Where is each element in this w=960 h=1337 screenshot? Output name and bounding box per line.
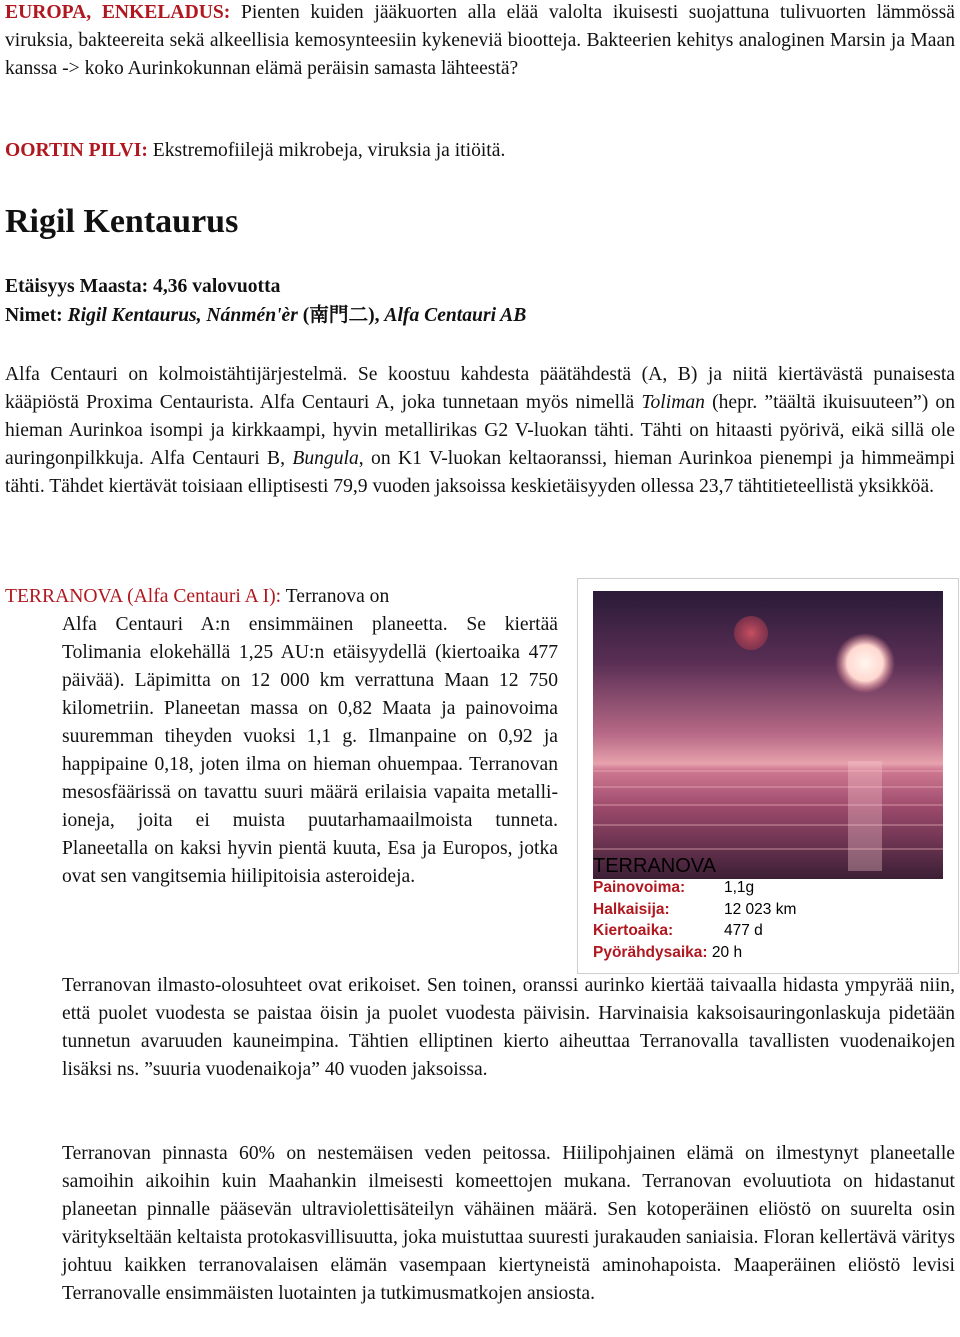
caption-key: Painovoima: [593,879,686,896]
surface-paragraph: Terranovan pinnasta 60% on nestemäisen veden peitossa. Hiilipohjainen elämä on ilmestynyt planeetalle samoihin aikoihin kuin Maahankin ilmeisesti komeettojen mukana. Terranovan evoluutiota on hidastanut planeetan pinnalle pääsevän ultraviolettisäteilyn vähäinen määrä. Sen kotoperäinen eliöstö on suurelta osin väritykseltään keltaista protokasvillisuutta, joka muistuttaa suuresti jurakauden saniaisia. Floran kellertävä väritys johtuu kaikken terranovalaisen elämän vasempaan kiertyneistä aminohapoista. Maaperäinen eliöstö levisi Terranovalle ensimmäisten luotainten ja tutkimusmatkojen ansiosta. [62,1143,955,1304]
distance-value: 4,36 valovuotta [148,276,281,297]
caption-row [593,922,763,940]
terranova-figure [577,578,959,974]
names-line [5,301,526,330]
names-part2: Alfa Centauri AB [384,305,527,326]
terranova-label: TERRANOVA (Alfa Centauri A I): [5,586,282,607]
names-part1: Rigil Kentaurus, Nánmén'èr [62,305,298,326]
caption-key: Pyörähdysaika: [593,944,708,961]
caption-row [593,879,754,897]
names-chinese: 南門二 [309,303,369,326]
caption-key: Kiertoaika: [593,922,674,939]
names-label: Nimet: [5,305,63,326]
caption-value: 12 023 km [724,901,797,918]
caption-row [593,944,742,962]
caption-value: 1,1g [724,879,755,896]
caption-value: 477 d [724,922,763,939]
oortin-text: Ekstremofiilejä mikrobeja, viruksia ja itiöitä. [147,140,506,161]
europa-text: Pienten kuiden jääkuorten alla elää valolta ikuisesti suojattuna tulivuorten lämmössä viruksia, bakteereita sekä alkeellisia kemosynteesiin kykeneviä biootteja. Bakteerien kehitys analoginen Marsin ja Maan kanssa -> koko Aurinkokunnan elämä peräisin samasta lähteestä? [5,2,956,79]
oortin-label: OORTIN PILVI: [5,140,148,161]
page-title: Rigil Kentaurus [5,203,239,240]
alfa-centauri-paragraph [5,361,955,501]
alfa-text-1: Alfa Centauri on kolmoistähtijärjestelmä. Se koostuu kahdesta päätähdestä (A, B) ja niitä kiertävästä punaisesta kääpiöstä Proxima Centaurista. Alfa Centauri A, joka tunnetaan myös nimellä [5,364,955,413]
climate-paragraph: Terranovan ilmasto-olosuhteet ovat erikoiset. Sen toinen, oranssi aurinko kiertää taivaalla hidasta ympyrää niin, että puolet vuodesta se paistaa öisin ja puolet vuodesta päivisin. Harvinaisia kaksoisauringonlaskuja pidetään tunnetun avaruuden kauneimpina. Tähtien elliptinen kierto aiheuttaa Terranovalla tavallisten vuodenaikojen lisäksi ns. ”suuria vuodenaikoja” 40 vuoden jaksoissa. [62,975,955,1080]
terranova-paragraph [5,583,558,891]
europa-label: EUROPA, ENKELADUS: [5,2,231,23]
alfa-bungula: Bungula [292,448,359,469]
alfa-text-2: (hepr. ”täältä ikuisuuteen”) on hieman Aurinkoa isompi ja kirkkaampi, hyvin metallirikas G2 V-luokan tähti. Tähti on hitaasti pyörivä, eikä sillä ole auringonpilkkuja. Alfa Centauri B, [5,392,955,469]
terranova-first: Terranova on [281,586,390,607]
caption-key: Halkaisija: [593,901,670,918]
caption-title: TERRANOVA [593,855,716,877]
alfa-text-3: , on K1 V-luokan keltaoranssi, hieman Aurinkoa pienempi ja himmeämpi tähti. Tähdet kiertävät toisiaan elliptisesti 79,9 vuoden jaksoissa keskietäisyyden ollessa 23,7 tähtitieteellistä yksikköä. [5,448,955,497]
names-paren-open: ( [297,305,310,326]
caption-value: 20 h [707,944,743,961]
sunset-photo [593,591,943,879]
names-paren-close: ), [368,305,385,326]
caption-row [593,901,796,919]
europa-paragraph [5,0,955,83]
terranova-text: Alfa Centauri A:n ensimmäinen planeetta. Se kiertää Tolimania elokehällä 1,25 AU:n etäisyydellä (kiertoaika 477 päivää). Läpimitta on 12 000 km verrattuna Maan 12 750 kilometriin. Planeetan massa on 0,82 Maata ja painovoima suuremman tiheyden vuoksi 1,1 g. Ilmanpaine on 0,92 ja happipaine 0,18, joten ilma on hieman ohuempaa. Terranovan mesosfäärissä on tavattu suuri määrä erilaisia vapaita metalli-ioneja, joita ei muista puutarhamaailmoista tunneta. Planeetalla on kaksi hyvin pientä kuuta, Esa ja Europos, jotka ovat sen vangitsemia hiilipitoisia asteroideja. [62,614,558,887]
distance-line [5,273,280,301]
oortin-paragraph [5,137,955,165]
distance-label: Etäisyys Maasta: [5,276,149,297]
alfa-toliman: Toliman [641,392,705,413]
